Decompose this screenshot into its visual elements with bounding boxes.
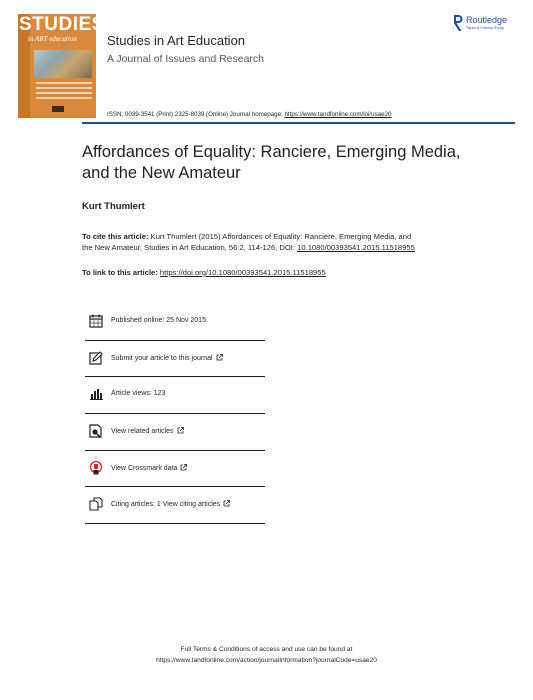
journal-cover (18, 14, 105, 118)
journal-homepage-link[interactable]: https://www.tandfonline.com/loi/usae20 (284, 111, 392, 118)
info-row-submit[interactable] (85, 341, 265, 378)
citing-articles-icon (89, 497, 103, 511)
related-articles-icon (89, 424, 103, 438)
article-views-text: Article views: 123 (111, 390, 166, 398)
issn-text: ISSN: 0039-3541 (Print) 2325-8039 (Online) Journal homepage: (107, 111, 285, 118)
footer-terms-text: Full Terms & Conditions of access and use can be found at (180, 646, 353, 653)
article-link-label: To link to this article: (82, 268, 160, 277)
publisher-name: Routledge (466, 15, 508, 25)
article-info-list (85, 304, 265, 524)
info-row-related[interactable] (85, 414, 265, 451)
calendar-icon (89, 314, 103, 328)
footer (0, 644, 533, 666)
bar-chart-icon (89, 387, 103, 401)
article-title-line-1: Affordances of Equality: Ranciere, Emerging Media, (82, 143, 461, 161)
article-title-line-2: and the New Amateur (82, 164, 241, 182)
journal-subtitle: A Journal of Issues and Research (107, 53, 265, 65)
footer-terms-url[interactable]: https://www.tandfonline.com/action/journalInformation?journalCode=usae20 (156, 657, 377, 664)
article-title (82, 142, 482, 184)
info-row-views (85, 377, 265, 414)
external-link-icon (216, 354, 223, 361)
citation-text: Kurt Thumlert (2015) Affordances of Equality: Ranciere, Emerging Media, and the New Amateur, Studies in Art Education, 56:2, 114-126, DOI: (82, 232, 412, 252)
submit-article-text: Submit your article to this journal (111, 354, 213, 362)
publisher-logo (452, 14, 522, 34)
header-rule (82, 122, 515, 124)
routledge-logo-icon (452, 14, 464, 32)
citation (82, 231, 422, 253)
publisher-tagline: Taylor & Francis Group (466, 26, 504, 30)
external-link-icon (180, 464, 187, 471)
cover-tag (52, 106, 64, 112)
cover-text-lines (36, 82, 92, 102)
crossmark-text: View Crossmark data (111, 464, 178, 472)
submit-icon (89, 351, 103, 365)
info-row-crossmark[interactable] (85, 451, 265, 488)
external-link-icon (177, 427, 184, 434)
issn-line (107, 111, 391, 118)
citation-label: To cite this article: (82, 232, 149, 241)
external-link-icon (223, 500, 230, 507)
journal-title: Studies in Art Education (107, 33, 246, 48)
crossmark-link[interactable] (111, 464, 187, 472)
info-row-citing[interactable] (85, 487, 265, 524)
published-date-text: Published online: 25 Nov 2015. (111, 317, 208, 324)
article-link (82, 268, 326, 277)
cover-subtitle: in ART education (28, 35, 77, 43)
citing-articles-text: Citing articles: 1 View citing articles (111, 501, 221, 509)
citation-doi-link[interactable]: 10.1080/00393541.2015.11518955 (297, 243, 415, 252)
cover-image (34, 50, 92, 78)
cover-title: STUDIES (19, 14, 105, 35)
crossmark-icon (89, 461, 103, 475)
article-author: Kurt Thumlert (82, 201, 145, 212)
related-articles-text: View related articles (111, 428, 174, 436)
related-articles-link[interactable] (111, 427, 184, 435)
article-doi-url[interactable]: https://doi.org/10.1080/00393541.2015.11518955 (159, 268, 326, 277)
submit-article-link[interactable] (111, 354, 223, 362)
info-row-published (85, 304, 265, 341)
citing-articles-link[interactable] (111, 500, 230, 508)
